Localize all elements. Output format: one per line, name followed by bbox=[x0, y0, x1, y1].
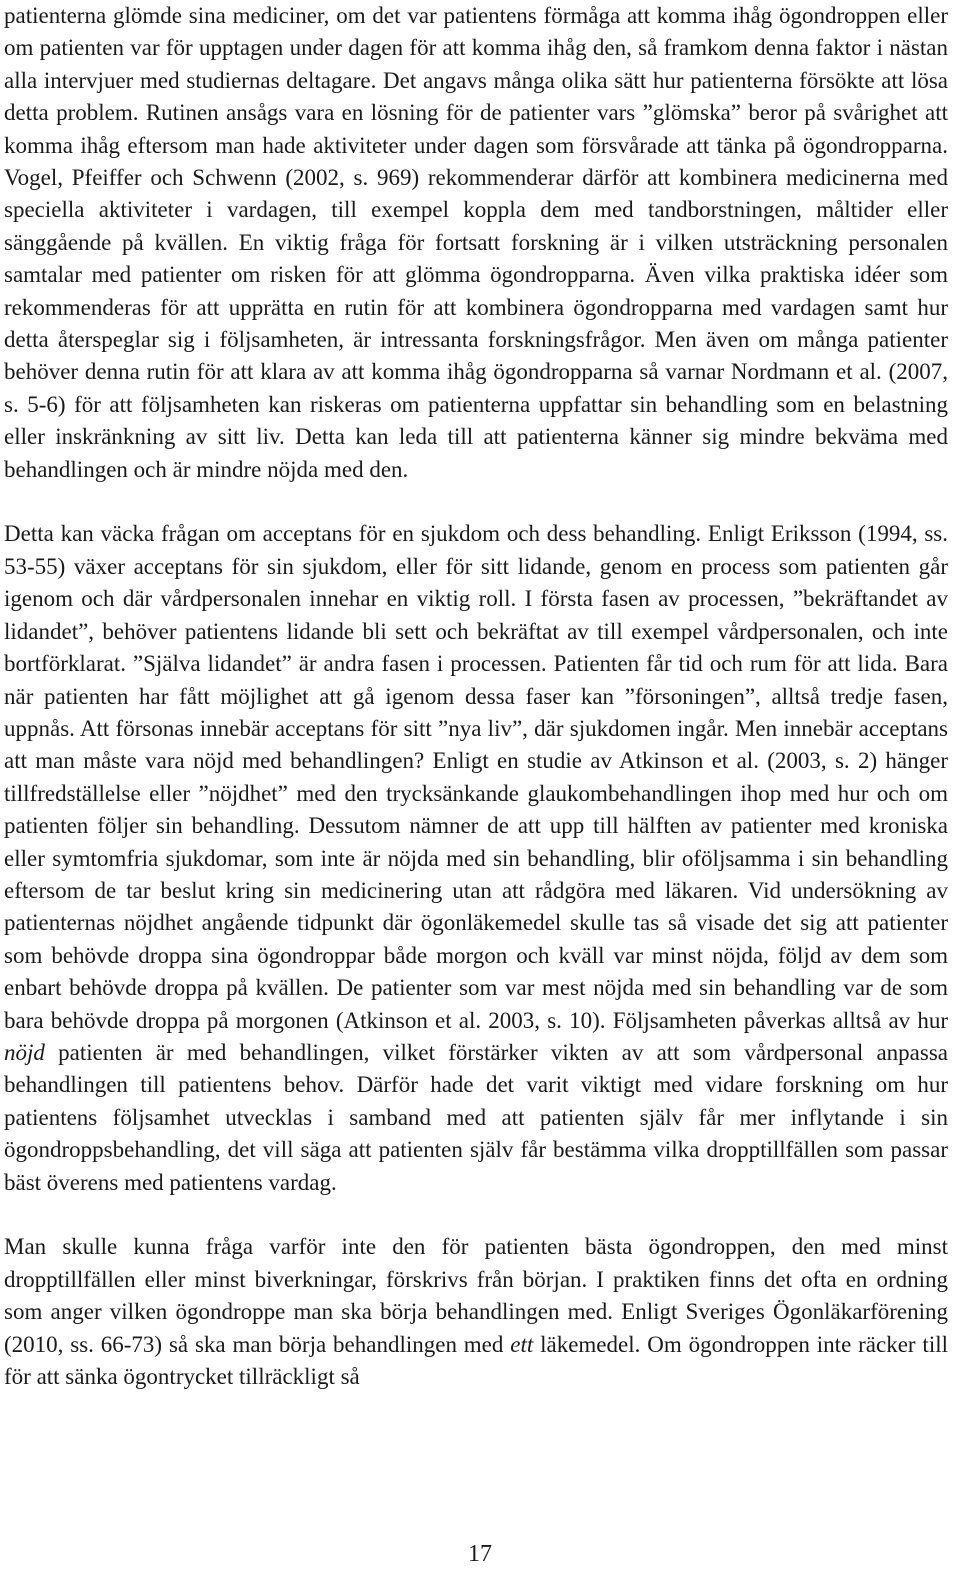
page-number: 17 bbox=[468, 1541, 492, 1567]
paragraph-text: läkemedel. Om ögondroppen inte räcker till för att sänka ögontrycket tillräckligt så bbox=[4, 1331, 948, 1390]
paragraph-prescription-order bbox=[4, 1231, 948, 1393]
emphasis-text: nöjd bbox=[4, 1039, 45, 1065]
emphasis-text: ett bbox=[510, 1331, 534, 1357]
paragraph-acceptance bbox=[4, 518, 948, 1199]
paragraph-text: Detta kan väcka frågan om acceptans för en sjukdom och dess behandling. Enligt Eriksson (1994, ss. 53-55) växer acceptans för sin sjukdom, eller för sitt lidande, genom en process som patienten går igenom och där vårdpersonalen innehar en viktig roll. I första fasen av processen, ”bekräftandet av lidandet”, behöver patientens lidande bli sett och bekräftat av till exempel vårdpersonalen, och inte bortförklarat. ”Själva lidandet” är andra fasen i processen. Patienten får tid och rum för att lida. Bara när patienten har fått möjlighet att gå igenom dessa faser kan ”försoningen”, alltså tredje fasen, uppnås. Att försonas innebär acceptans för sitt ”nya liv”, där sjukdomen ingår. Men innebär acceptans att man måste vara nöjd med behandlingen? Enligt en studie av Atkinson et al. (2003, s. 2) hänger tillfredställelse eller ”nöjdhet” med den trycksänkande glaukombehandlingen ihop med hur och om patienten följer sin behandling. Dessutom nämner de att upp till hälften av patienter med kroniska eller symtomfria sjukdomar, som inte är nöjda med sin behandling, blir oföljsamma i sin behandling eftersom de tar beslut kring sin medicinering utan att rådgöra med läkaren. Vid undersökning av patienternas nöjdhet angående tidpunkt där ögonläkemedel skulle tas så visade det sig att patienter som behövde droppa sina ögondroppar både morgon och kväll var minst nöjda, följd av dem som enbart behövde droppa på kvällen. De patienter som var mest nöjda med sin behandling var de som bara behövde droppa på morgonen (Atkinson et al. 2003, s. 10). Följsamheten påverkas alltså av hur bbox=[4, 521, 948, 1033]
paragraph-text: patienterna glömde sina mediciner, om det var patientens förmåga att komma ihåg ögondroppen eller om patienten var för upptagen under dagen för att komma ihåg den, så framkom denna faktor i nästan alla intervjuer med studiernas deltagare. Det angavs många olika sätt hur patienterna försökte att lösa detta problem. Rutinen ansågs vara en lösning för de patienter vars ”glömska” beror på svårighet att komma ihåg eftersom man hade aktiviteter under dagen som försvårade att tänka på ögondropparna. Vogel, Pfeiffer och Schwenn (2002, s. 969) rekommenderar därför att kombinera medicinerna med speciella aktiviteter i vardagen, till exempel koppla dem med tandborstningen, måltider eller sänggående på kvällen. En viktig fråga för fortsatt forskning är i vilken utsträckning personalen samtalar med patienter om risken för att glömma ögondropparna. Även vilka praktiska idéer som rekommenderas för att upprätta en rutin för att kombinera ögondropparna med vardagen samt hur detta återspeglar sig i följsamheten, är intressanta forskningsfrågor. Men även om många patienter behöver denna rutin för att klara av att komma ihåg ögondropparna så varnar Nordmann et al. (2007, s. 5-6) för att följsamheten kan riskeras om patienterna uppfattar sin behandling som en belastning eller inskränkning av sitt liv. Detta kan leda till att patienterna känner sig mindre bekväma med behandlingen och är mindre nöjda med den. bbox=[4, 3, 948, 482]
document-page bbox=[4, 0, 948, 1393]
paragraph-text: Man skulle kunna fråga varför inte den för patienten bästa ögondroppen, den med minst dropptillfällen eller minst biverkningar, förskrivs från början. I praktiken finns det ofta en ordning som anger vilken ögondroppe man ska börja behandlingen med. Enligt Sveriges Ögonläkarförening (2010, ss. 66-73) så ska man börja behandlingen med bbox=[4, 1234, 948, 1357]
paragraph-spacer bbox=[4, 486, 948, 518]
paragraph-adherence-routine bbox=[4, 0, 948, 486]
paragraph-text: patienten är med behandlingen, vilket förstärker vikten av att som vårdpersonal anpassa behandlingen till patientens behov. Därför hade det varit viktigt med vidare forskning om hur patientens följsamhet utvecklas i samband med att patienten själv får mer inflytande i sin ögondroppsbehandling, det vill säga att patienten själv får bestämma vilka dropptillfällen som passar bäst överens med patientens vardag. bbox=[4, 1039, 948, 1195]
paragraph-spacer bbox=[4, 1199, 948, 1231]
